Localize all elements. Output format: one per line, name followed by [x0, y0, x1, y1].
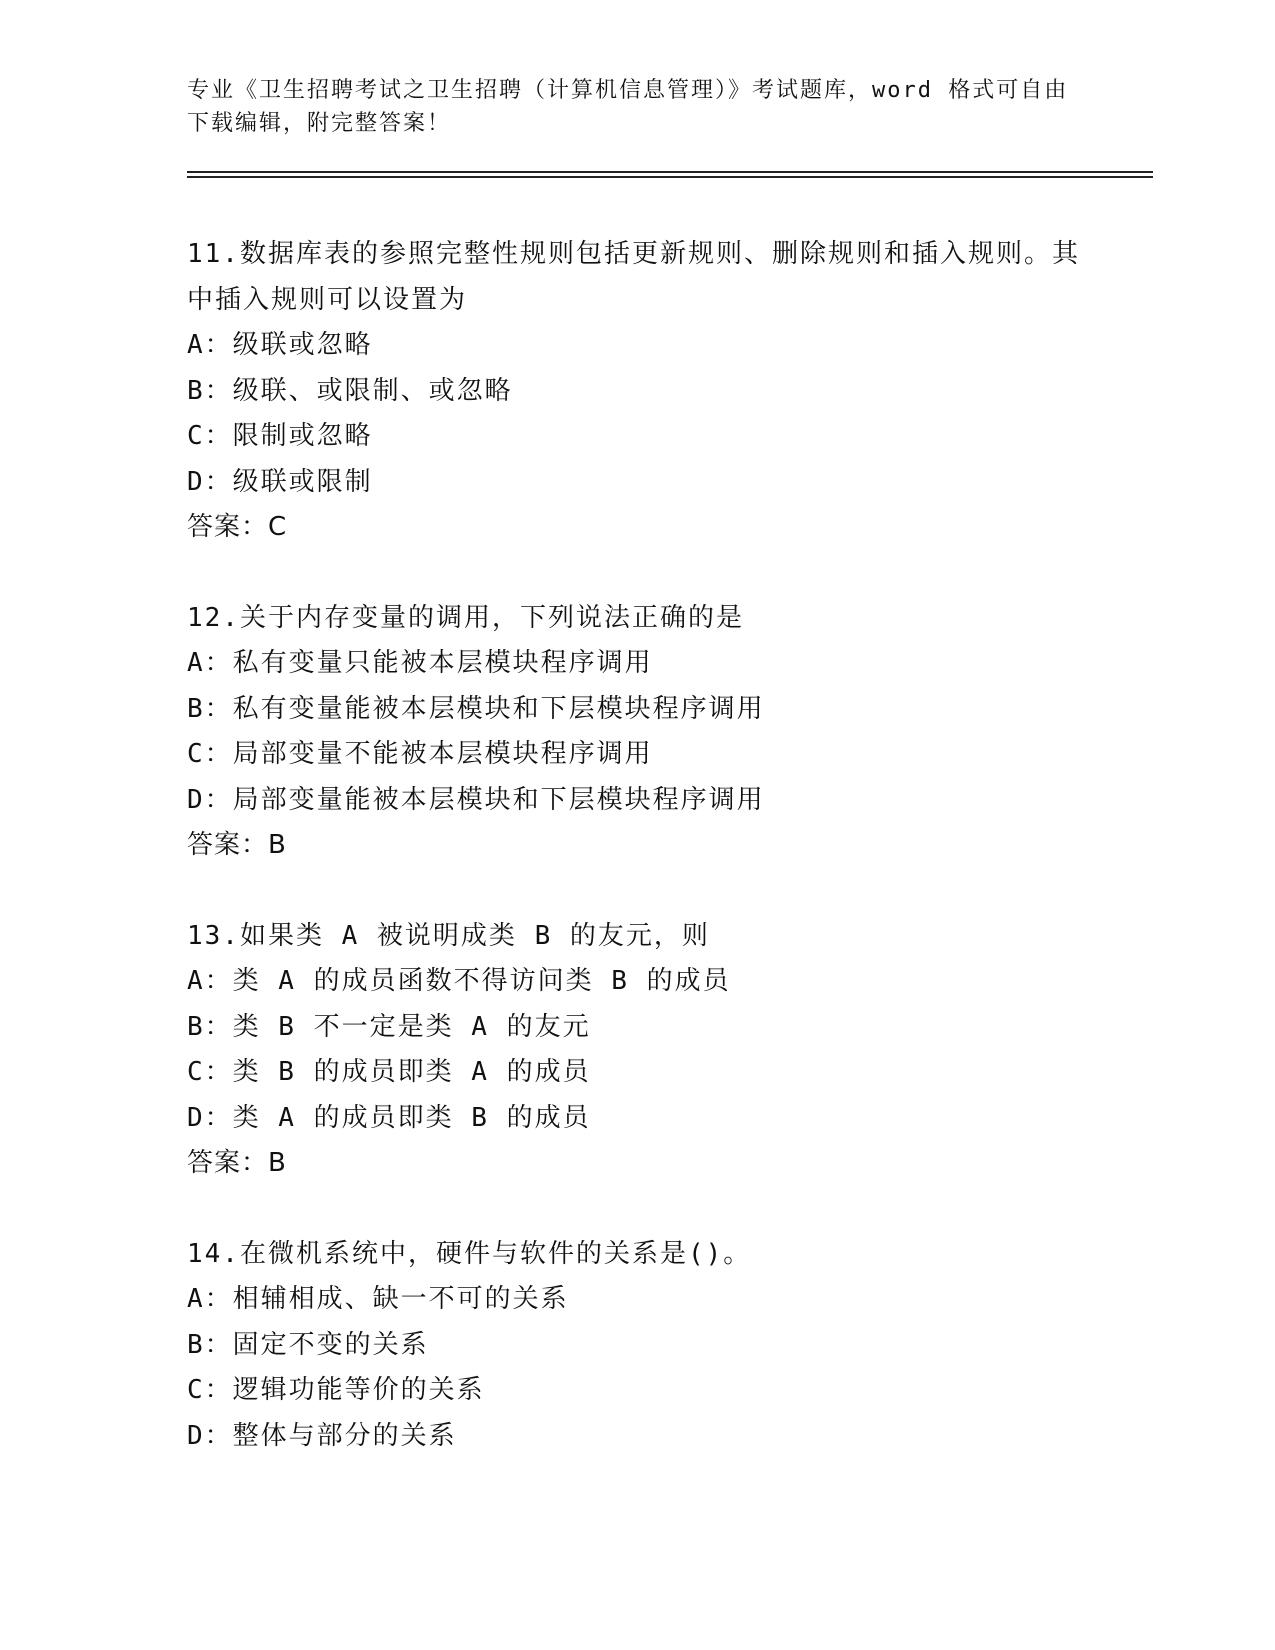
- question-stem: 14.在微机系统中，硬件与软件的关系是()。: [187, 1238, 752, 1269]
- option-d: D：级联或限制: [187, 466, 373, 497]
- option-b: B：级联、或限制、或忽略: [187, 375, 513, 406]
- option-a: A：私有变量只能被本层模块程序调用: [187, 648, 653, 678]
- question-14: [187, 1232, 1147, 1460]
- header-divider-bottom: [187, 176, 1153, 178]
- answer-line: [187, 505, 1147, 551]
- question-12: [187, 596, 1147, 869]
- option-d: D：类 A 的成员即类 B 的成员: [187, 1102, 591, 1133]
- answer-value: B: [268, 830, 287, 860]
- option-b: B：私有变量能被本层模块和下层模块程序调用: [187, 693, 765, 724]
- option-c: C：局部变量不能被本层模块程序调用: [187, 739, 653, 769]
- question-stem: 12.关于内存变量的调用，下列说法正确的是: [187, 602, 744, 633]
- header-intro: 专业《卫生招聘考试之卫生招聘（计算机信息管理）》考试题库，word 格式可自由下载编辑，附完整答案！: [187, 78, 1069, 136]
- question-11: [187, 232, 1147, 551]
- option-c: C：逻辑功能等价的关系: [187, 1375, 485, 1405]
- option-d: D：整体与部分的关系: [187, 1420, 457, 1451]
- answer-label: 答案：: [187, 830, 269, 860]
- option-c: C：类 B 的成员即类 A 的成员: [187, 1057, 591, 1087]
- header-divider-top: [187, 171, 1153, 173]
- answer-line: [187, 823, 1147, 869]
- answer-value: B: [268, 1148, 287, 1178]
- option-a: A：相辅相成、缺一不可的关系: [187, 1284, 569, 1314]
- answer-line: [187, 1141, 1147, 1187]
- option-a: A：类 A 的成员函数不得访问类 B 的成员: [187, 966, 731, 996]
- question-list: [187, 232, 1147, 1504]
- option-b: B：固定不变的关系: [187, 1329, 429, 1360]
- option-c: C：限制或忽略: [187, 421, 373, 451]
- question-stem: 13.如果类 A 被说明成类 B 的友元，则: [187, 920, 710, 951]
- question-stem: 11.数据库表的参照完整性规则包括更新规则、删除规则和插入规则。其中插入规则可以设置为: [187, 239, 1080, 315]
- answer-label: 答案：: [187, 512, 269, 542]
- option-d: D：局部变量能被本层模块和下层模块程序调用: [187, 784, 765, 815]
- question-13: [187, 914, 1147, 1187]
- option-b: B：类 B 不一定是类 A 的友元: [187, 1011, 591, 1042]
- document-header: [187, 74, 1087, 140]
- option-a: A：级联或忽略: [187, 330, 373, 360]
- answer-value: C: [268, 512, 288, 542]
- answer-label: 答案：: [187, 1148, 269, 1178]
